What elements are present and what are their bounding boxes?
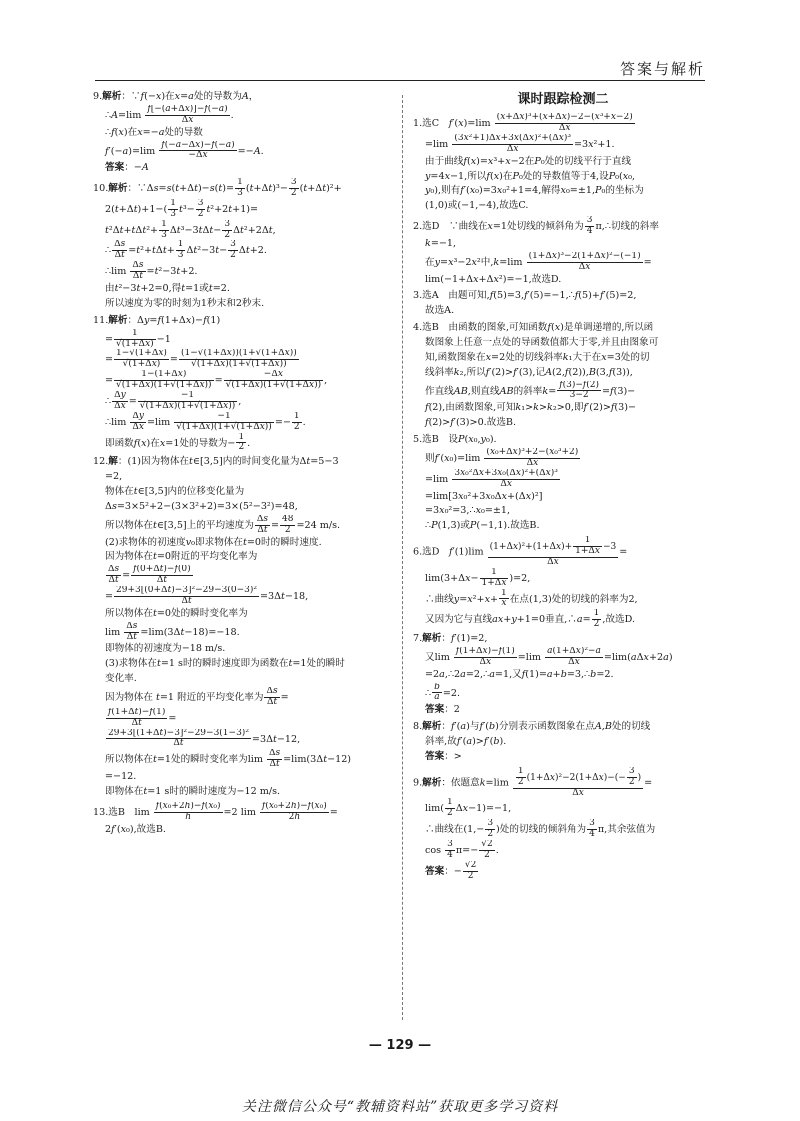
solution-line: lim( $\frac{1}{2}$ Δx−1)=−1, (425, 798, 512, 819)
solution-line: =lim[3x₀²+3x₀Δx+(Δx)²] (425, 490, 543, 502)
solution-line: ∴A=lim $\frac{f[-(a+\Delta x)]-f(-a)}{\Delta x}$ . (105, 104, 234, 125)
solution-line: =3x₀²=3,∴x₀=±1, (425, 505, 511, 517)
solution-line: 则f′(x₀)=lim $\frac{\text{(x₀+Δx)³+2−(x₀³+2)}}{\Delta x}$ (425, 447, 579, 468)
solution-line: ∴ $\frac{\Delta s}{\Delta t}$ =t²+tΔt+ $\frac{1}{3}$ Δt²−3t− $\frac{3}{2}$ Δt+2. (105, 240, 267, 261)
solution-line: y=4x−1,所以f(x)在P₀处的导数值等于4,设P₀(x₀, (425, 170, 636, 182)
solution-line: =−12. (105, 771, 137, 783)
solution-line: 7.解析：f′(1)=2, (413, 633, 488, 645)
solution-line: $\frac{\Delta s}{\Delta t}$ = $\frac{f(0+\Delta t)-f(0)}{\Delta t}$ (108, 565, 191, 586)
solution-line: = $\frac{\text{29+3[(0+Δt)−3]²−29−3(0−3)²}}{\Delta t}$ =3Δt−18, (105, 586, 309, 606)
solution-line: 5.选B 设P(x₀,y₀). (413, 434, 497, 446)
solution-line: =2a,∴2a=2,∴a=1,又f(1)=a+b=3,∴b=2. (425, 668, 614, 680)
solution-line: = $\frac{1-(1+\Delta x)}{√(1+\Delta x)(1+√(1+\Delta x))}$ = $\frac{-\Delta x}{√(1+\Delta x)(1+√(1+\Delta x))}$ , (105, 370, 328, 391)
solution-line: 4.选B 由函数的图象,可知函数f(x)是单调递增的,所以函 (413, 322, 654, 334)
page-header (95, 0, 705, 80)
solution-line: =lim $\frac{\text{3x₀²Δx+3x₀(Δx)²+(Δx)³}}{\Delta x}$ (425, 468, 558, 489)
section-title: 课时跟踪检测二 (517, 92, 609, 107)
footer-note: 关注微信公众号“教辅资料站”获取更多学习资料 (241, 1099, 559, 1115)
solution-line: 即物体在t=1 s时的瞬时速度为−12 m/s. (105, 786, 281, 798)
solution-line: 8.解析：f′(a)与f′(b)分别表示函数图象在点A,B处的切线 (413, 721, 651, 733)
solution-line: 2.选D ∵曲线在x=1处切线的倾斜角为 $\frac{3}{4}$ π,∴切线的斜率 (413, 216, 659, 237)
solution-line: 又lim $\frac{f(1+\Delta x)-f(1)}{\Delta x}$ =lim $\frac{\text{a(1+Δx)²−a}}{\Delta x}$ =lim(aΔx+2a) (425, 646, 673, 667)
solution-line: 在y=x³−2x²中,k=lim $\frac{\text{(1+Δx)³−2(1+Δx)²−(−1)}}{\Delta x}$ = (425, 251, 652, 272)
solution-line: 2(t+Δt)+1−( $\frac{1}{3}$ t³− $\frac{3}{2}$ t²+2t+1)= (105, 198, 259, 219)
solution-line: ∴f(x)在x=−a处的导数 (105, 126, 203, 138)
solution-line: $\frac{\text{29+3[(1+Δt)−3]²−29−3(1−3)²}}{\Delta t}$ =3Δt−12, (108, 728, 301, 749)
solution-line: 所以速度为零的时刻为1秒末和2秒末. (105, 297, 265, 309)
solution-line: 所以物体在t=1处的瞬时变化率为lim $\frac{\Delta s}{\Delta t}$ =lim(3Δt−12) (105, 749, 352, 770)
solution-line: 因为物体在t=0附近的平均变化率为 (105, 551, 258, 563)
solution-line: 又因为它与直线ax+y+1=0垂直,∴a= $\frac{1}{2}$ ,故选D. (425, 609, 636, 630)
solution-line: f(2),由函数图象,可知k₁>k>k₂>0,即f′(2)>f(3)− (425, 402, 637, 414)
solution-line: 所以物体在t=0处的瞬时变化率为 (105, 607, 248, 619)
solution-line: Δs=3×5²+2−(3×3²+2)=3×(5²−3²)=48, (105, 500, 298, 512)
header-title: 答案与解析 (619, 60, 705, 78)
solution-line: 9.解析：依题意k=lim $\frac{1}{2}$ (1+Δx)²−2(1+Δx)−(− $\frac{3}{2}$ ) Δx = (413, 766, 653, 798)
solution-line: 线斜率k₂,所以f′(2)>f′(3),记A(2,f(2)),B(3,f(3)), (425, 366, 633, 378)
solution-line: $\frac{f(1+\Delta t)-f(1)}{\Delta t}$ = (108, 707, 177, 728)
solution-line: 作直线AB,则直线AB的斜率k= $\frac{f(3)-f(2)}{3-2}$ =f(3)− (425, 380, 636, 401)
solution-line: = $\frac{1-√(1+\Delta x)}{√(1+\Delta x)}$ = $\frac{(1-√(1+\Delta x))(1+√(1+\Delta x))}{√(1+\Delta x)(1+√(1+\Delta x))}$ (105, 349, 297, 370)
solution-line: k=−1, (425, 237, 457, 249)
solution-line: (1,0)或(−1,−4),故选C. (425, 200, 529, 212)
solution-line: t²Δt+tΔt²+ $\frac{1}{3}$ Δt³−3tΔt− $\frac{3}{2}$ Δt²+2Δt, (105, 219, 276, 240)
solution-line: 因为物体在 t=1 附近的平均变化率为 $\frac{\Delta s}{\Delta t}$ = (105, 687, 289, 707)
right-column (413, 88, 713, 1028)
solution-line: 答案：−A (105, 162, 149, 174)
solution-line: 6.选D f′(1)lim (1+Δx)²+(1+Δx)+ $\frac{1}{1+\Delta x}$ −3 Δx = (413, 536, 628, 567)
solution-line: lim(3+Δx− $\frac{1}{1+\Delta x}$ )=2, (425, 567, 531, 588)
solution-line: (2)求物体的初速度v₀即求物体在t=0时的瞬时速度. (105, 536, 322, 548)
solution-line: ∴P(1,3)或P(−1,1).故选B. (425, 520, 540, 532)
solution-line: =lim $\frac{\text{(3x²+1)Δx+3x(Δx)²+(Δx)³}}{\Delta x}$ =3x²+1. (425, 133, 615, 154)
solution-line: 1.选C f′(x)=lim $\frac{\text{(x+Δx)³+(x+Δx)−2−(x³+x−2)}}{\Delta x}$ (413, 113, 633, 134)
solution-line: ∴曲线在(1,− $\frac{3}{2}$ )处的切线的倾斜角为 $\frac{3}{4}$ π,其余弦值为 (425, 819, 656, 840)
solution-line: ∴曲线y=x²+x+ $\frac{1}{x}$ 在点(1,3)处的切线的斜率为2, (425, 588, 638, 609)
page-number: — 129 — (368, 1038, 432, 1053)
solution-line: lim $\frac{\Delta s}{\Delta t}$ =lim(3Δt−18)=−18. (105, 621, 240, 642)
solution-line: ∴ $\frac{b}{a}$ =2. (425, 682, 461, 703)
solution-line: 物体在t∈[3,5]内的位移变化量为 (105, 486, 245, 498)
solution-line: lim(−1+Δx+Δx²)=−1,故选D. (425, 273, 562, 285)
solution-line: 数图象上任意一点处的导函数值都大于零,并且由图象可 (425, 337, 659, 348)
left-column (93, 88, 393, 1028)
solution-line: (3)求物体在t=1 s时的瞬时速度即为函数在t=1处的瞬时 (105, 658, 345, 670)
solution-line: =2, (105, 471, 123, 483)
solution-line: 3.选A 由题可知,f(5)=3,f′(5)=−1,∴f(5)+f′(5)=2, (413, 290, 637, 302)
solution-line: 13.选B lim $\frac{\text{f(x₀+2h)−f(x₀)}}{h}$ =2 lim $\frac{\text{f(x₀+2h)−f(x₀)}}{2h}$ = (93, 801, 338, 822)
solution-line: 即函数f(x)在x=1处的导数为− $\frac{1}{2}$ . (105, 432, 251, 453)
solution-line: f(2)>f′(3)>0.故选B. (425, 417, 517, 429)
solution-line: y₀),则有f′(x₀)=3x₀²+1=4,解得x₀=±1,P₀的坐标为 (425, 185, 644, 197)
solution-line: cos $\frac{3}{4}$ π=− $\frac{√2}{2}$ . (425, 840, 499, 860)
solution-line: 斜率,故f′(a)>f′(b). (425, 736, 507, 748)
solution-line: 由t²−3t+2=0,得t=1或t=2. (105, 283, 230, 295)
solution-line: 所以物体在t∈[3,5]上的平均速度为 $\frac{\Delta s}{\Delta t}$ = $\frac{48}{2}$ =24 m/s. (105, 514, 341, 535)
solution-line: 答案：− $\frac{√2}{2}$ (425, 860, 477, 881)
solution-line: 知,函数图象在x=2处的切线斜率k₁大于在x=3处的切 (425, 351, 650, 363)
solution-line: 答案：2 (425, 704, 460, 716)
solution-line: 2f′(x₀),故选B. (105, 823, 166, 835)
solution-line: 由于曲线f(x)=x³+x−2在P₀处的切线平行于直线 (425, 155, 632, 167)
solution-line: 10.解析：∵Δs=s(t+Δt)−s(t)= $\frac{1}{3}$ (t+Δt)³− $\frac{3}{2}$ (t+Δt)²+ (93, 178, 342, 199)
solution-line: 12.解：(1)因为物体在t∈[3,5]内的时间变化量为Δt=5−3 (93, 456, 339, 468)
solution-line: ∴ $\frac{\Delta y}{\Delta x}$ = $\frac{-1}{√(1+\Delta x)(1+√(1+\Delta x))}$ , (105, 390, 242, 411)
solution-line: f′(−a)=lim $\frac{f(-a-\Delta x)-f(-a)}{-\Delta x}$ =−A. (105, 140, 264, 161)
solution-line: 故选A. (425, 305, 455, 317)
solution-line: = $\frac{1}{√(1+\Delta x)}$ −1 (105, 328, 171, 349)
solution-line: ∴lim $\frac{\Delta y}{\Delta x}$ =lim $\frac{-1}{√(1+\Delta x)(1+√(1+\Delta x))}$ =− $\frac{1}{2}$ . (105, 411, 306, 432)
solution-line: ∴lim $\frac{\Delta s}{\Delta t}$ =t²−3t+2. (105, 261, 198, 282)
solution-line: 9.解析：∵f(−x)在x=a处的导数为A， (93, 91, 259, 102)
right-column-body (413, 113, 713, 881)
header-rule (95, 80, 705, 81)
solution-line: 即物体的初速度为−18 m/s. (105, 643, 226, 655)
solution-line: 变化率. (105, 673, 137, 685)
column-divider (402, 95, 403, 1020)
solution-line: 答案：> (425, 750, 462, 762)
solution-line: 11.解析：Δy=f(1+Δx)−f(1) (93, 314, 221, 326)
